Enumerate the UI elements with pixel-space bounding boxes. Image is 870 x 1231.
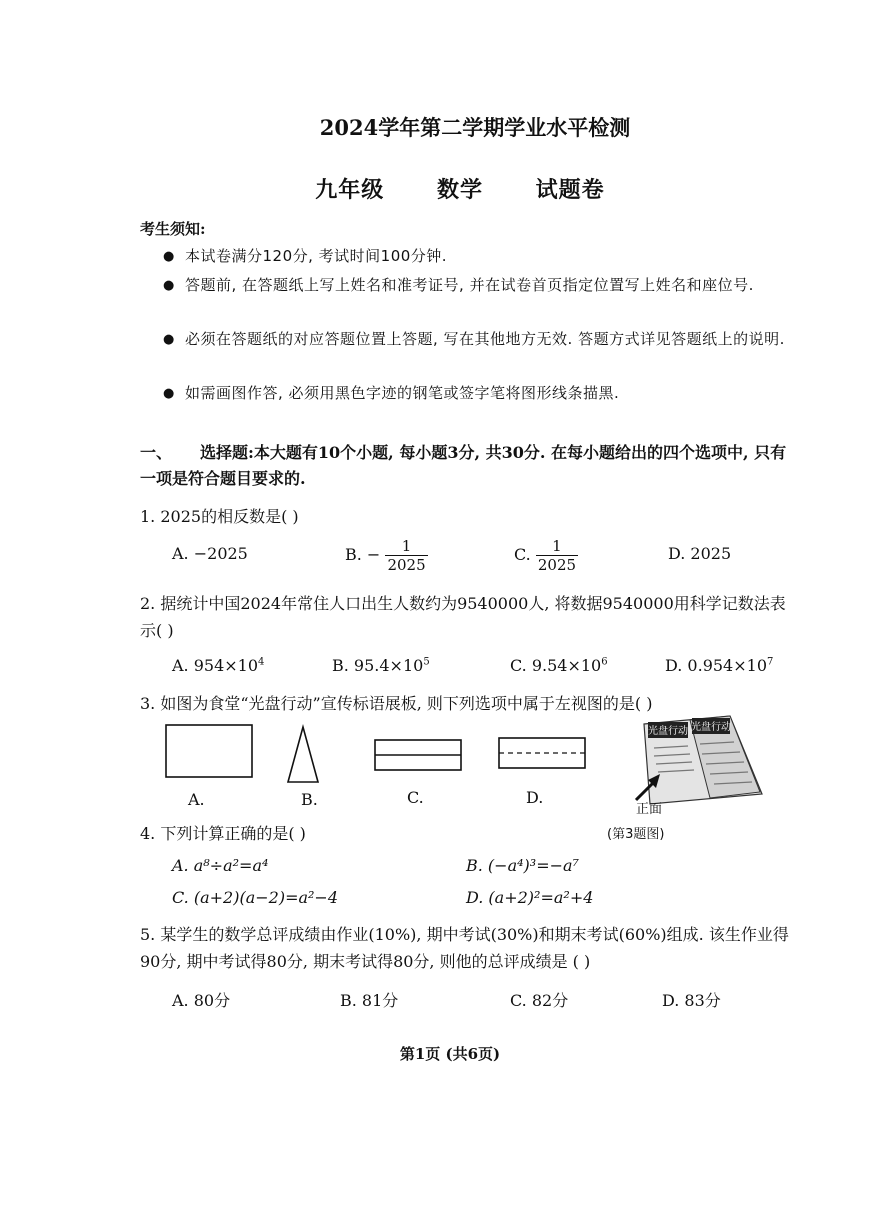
q2-option-c — [510, 656, 608, 675]
paper-label: 试题卷 — [535, 177, 605, 203]
q5-option-c: C. 82分 — [510, 991, 569, 1010]
notice-item: 本试卷满分120分, 考试时间100分钟. — [185, 247, 448, 265]
bullet-icon: ● — [163, 249, 175, 264]
q2-option-b — [332, 656, 430, 675]
exam-title: 2024学年第二学期学业水平检测 — [319, 115, 631, 140]
notice-heading: 考生须知: — [140, 220, 206, 238]
section-number: 一、 — [140, 443, 173, 462]
q5-option-a: A. 80分 — [172, 991, 231, 1010]
notice-item: 答题前, 在答题纸上写上姓名和准考证号, 并在试卷首页指定位置写上姓名和座位号. — [185, 276, 754, 294]
notice-item: 必须在答题纸的对应答题位置上答题, 写在其他地方无效. 答题方式详见答题纸上的说明. — [185, 330, 785, 348]
q3-option-c: C. — [407, 788, 424, 807]
q4-option-d: D. (a+2)²=a²+4 — [466, 888, 594, 907]
q2-d-base: D. 0.954×10 — [665, 656, 767, 675]
q5-option-d: D. 83分 — [662, 991, 721, 1010]
q1-option-d: D. 2025 — [668, 544, 732, 563]
q3-options-figures — [160, 720, 630, 790]
q4-option-b: B. (−a⁴)³=−a⁷ — [466, 856, 579, 875]
display-board-photo — [630, 712, 770, 812]
bullet-icon: ● — [163, 278, 175, 293]
q2-c-base: C. 9.54×10 — [510, 656, 602, 675]
q2-d-exponent: 7 — [767, 656, 774, 668]
question-2-stem: 2. 据统计中国2024年常住人口出生人数约为9540000人, 将数据9540000用科学记数法表示( ) — [140, 594, 786, 640]
section-text: 选择题:本大题有10个小题, 每小题3分, 共30分. 在每小题给出的四个选项中, 只有一项是符合题目要求的. — [140, 443, 787, 488]
q1-option-b-fraction — [385, 537, 427, 574]
q2-a-exponent: 4 — [258, 656, 265, 668]
grade-label: 九年级 — [315, 177, 385, 203]
q2-a-base: A. 954×10 — [172, 656, 259, 675]
q1-option-b-prefix: B. − — [345, 545, 381, 564]
question-5-stem: 5. 某学生的数学总评成绩由作业(10%), 期中考试(30%)和期末考试(60%)组成. 该生作业得90分, 期中考试得80分, 期末考试得80分, 则他的总评成绩是 ( ) — [140, 925, 789, 971]
q2-option-d — [665, 656, 773, 675]
q3-option-d: D. — [526, 788, 544, 807]
board-left-text: 光盘行动 — [648, 726, 688, 737]
bullet-icon: ● — [163, 386, 175, 401]
q2-b-exponent: 5 — [423, 656, 430, 668]
figure-caption: (第3题图) — [607, 827, 665, 842]
q5-option-b: B. 81分 — [340, 991, 399, 1010]
q4-option-a: A. a⁸÷a²=a⁴ — [172, 856, 269, 875]
q3-option-b: B. — [301, 790, 318, 809]
question-3-stem: 3. 如图为食堂“光盘行动”宣传标语展板, 则下列选项中属于左视图的是( ) — [140, 694, 653, 713]
bullet-icon: ● — [163, 332, 175, 347]
q3-a-rectangle — [166, 725, 252, 777]
q1-option-c-fraction — [536, 537, 578, 574]
question-1-stem: 1. 2025的相反数是( ) — [140, 507, 299, 526]
question-4-stem: 4. 下列计算正确的是( ) — [140, 824, 306, 843]
q2-option-a — [172, 656, 264, 675]
fraction-denominator: 2025 — [387, 556, 426, 574]
fraction-denominator: 2025 — [537, 556, 577, 574]
q4-option-c: C. (a+2)(a−2)=a²−4 — [172, 888, 339, 907]
front-label: 正面 — [636, 802, 663, 817]
q2-c-exponent: 6 — [601, 656, 608, 668]
subject-label: 数学 — [436, 177, 483, 203]
q3-b-triangle — [288, 727, 318, 782]
q1-option-a: A. −2025 — [172, 544, 248, 563]
section-heading — [140, 440, 800, 492]
fraction-numerator: 1 — [536, 537, 578, 556]
q1-option-c — [514, 537, 578, 574]
q1-option-c-prefix: C. — [514, 545, 531, 564]
fraction-numerator: 1 — [385, 537, 427, 556]
exam-subtitle — [0, 173, 870, 204]
q1-option-b — [345, 537, 428, 574]
board-right-text: 光盘行动 — [691, 722, 731, 733]
page-footer: 第1页 (共6页) — [399, 1045, 501, 1063]
notice-item: 如需画图作答, 必须用黑色字迹的钢笔或签字笔将图形线条描黑. — [185, 384, 620, 402]
q2-b-base: B. 95.4×10 — [332, 656, 424, 675]
q3-option-a: A. — [188, 790, 205, 809]
